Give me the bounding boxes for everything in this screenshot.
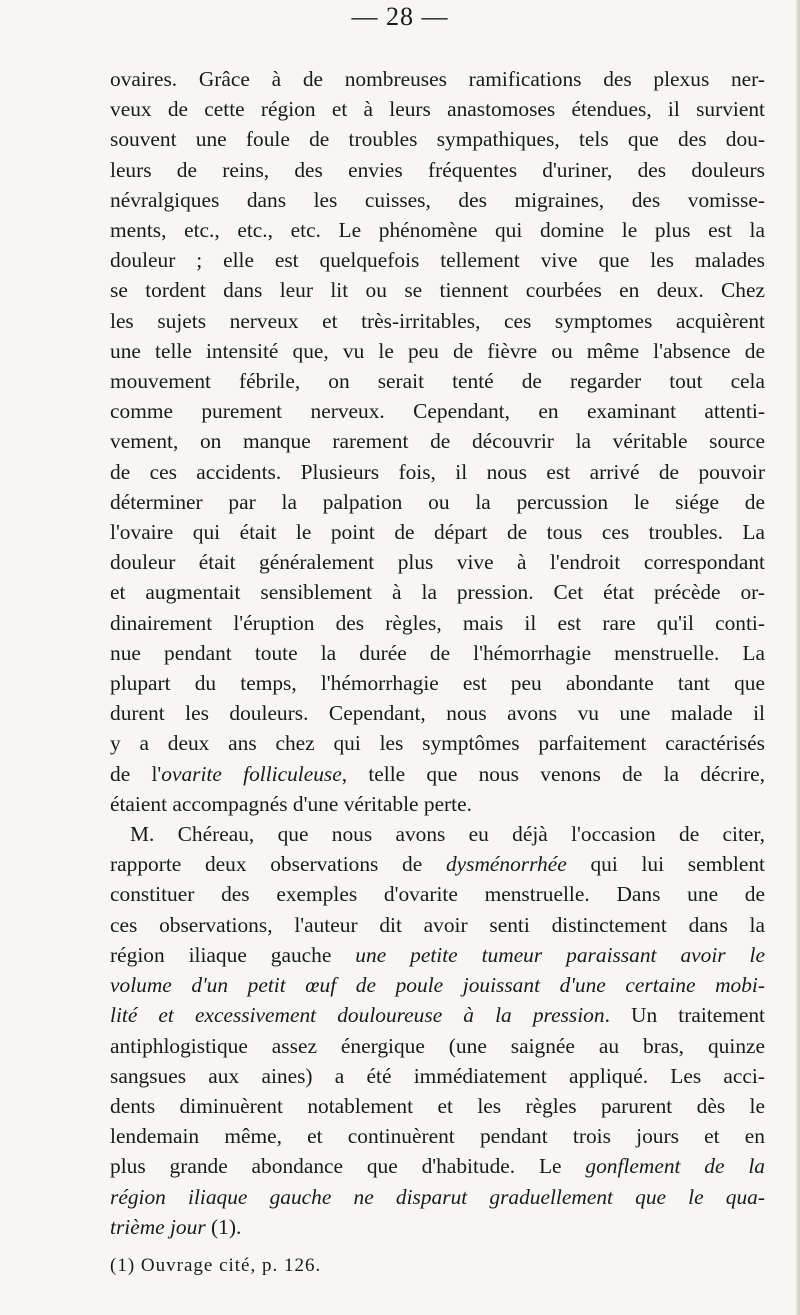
italic-quote: trième jour	[110, 1214, 206, 1239]
text-line: ovaires. Grâce à de nombreuses ramifications des plexus ner-	[110, 67, 765, 91]
text-line: ces observations, l'auteur dit avoir senti distinctement dans la	[110, 912, 765, 937]
text-fragment: de l'	[110, 761, 162, 786]
text-line: constituer des exemples d'ovarite menstruelle. Dans une de	[110, 882, 765, 907]
text-line	[110, 1182, 765, 1212]
text-line: l'ovaire qui était le point de départ de tous ces troubles. La	[110, 520, 765, 545]
footnote-ref: (1).	[205, 1214, 242, 1239]
footnote: (1) Ouvrage cité, p. 126.	[110, 1255, 322, 1276]
text-line: déterminer par la palpation ou la percussion le siége de	[110, 489, 765, 514]
text-line: mouvement fébrile, on serait tenté de regarder tout cela	[110, 369, 765, 394]
text-line: ments, etc., etc., etc. Le phénomène qui domine le plus est la	[110, 218, 765, 243]
text-line	[110, 940, 765, 970]
text-line: douleur était généralement plus vive à l'endroit correspondant	[110, 550, 765, 575]
text-line: leurs de reins, des envies fréquentes d'uriner, des douleurs	[110, 157, 765, 182]
text-line	[110, 759, 765, 789]
text-line	[110, 849, 765, 879]
text-line: névralgiques dans les cuisses, des migraines, des vomisse-	[110, 187, 765, 212]
text-line: dinairement l'éruption des règles, mais il est rare qu'il conti-	[110, 610, 765, 635]
text-line: douleur ; elle est quelquefois tellement vive que les malades	[110, 248, 765, 273]
text-line: dents diminuèrent notablement et les règles parurent dès le	[110, 1093, 765, 1118]
text-line	[110, 970, 765, 1000]
text-line: antiphlogistique assez énergique (une saignée au bras, quinze	[110, 1033, 765, 1058]
text-line: plupart du temps, l'hémorrhagie est peu abondante tant que	[110, 671, 765, 696]
text-fragment: plus grande abondance que d'habitude. Le	[110, 1154, 586, 1179]
text-line: veux de cette région et à leurs anastomoses étendues, il survient	[110, 97, 765, 122]
italic-quote: lité et excessivement douloureuse à la pression	[110, 1003, 605, 1028]
text-line: souvent une foule de troubles sympathiques, tels que des dou-	[110, 127, 765, 152]
text-line	[110, 1212, 765, 1242]
text-line: une telle intensité que, vu le peu de fièvre ou même l'absence de	[110, 338, 765, 363]
text-line: les sujets nerveux et très-irritables, ces symptomes acquièrent	[110, 308, 765, 333]
text-fragment: , telle que nous venons de la décrire,	[341, 761, 765, 786]
text-line: sangsues aux aines) a été immédiatement appliqué. Les acci-	[110, 1063, 765, 1088]
italic-quote: gonflement de la	[585, 1154, 765, 1179]
italic-quote: une petite tumeur paraissant avoir le	[355, 942, 765, 967]
page-edge	[796, 0, 800, 1315]
text-fragment: qui lui semblent	[566, 852, 765, 877]
text-line: de ces accidents. Plusieurs fois, il nous est arrivé de pouvoir	[110, 459, 765, 484]
italic-term: ovarite folliculeuse	[161, 761, 342, 786]
text-fragment: région iliaque gauche	[110, 942, 356, 967]
text-line: nue pendant toute la durée de l'hémorrhagie menstruelle. La	[110, 640, 765, 665]
text-line: durent les douleurs. Cependant, nous avons vu une malade il	[110, 701, 765, 726]
text-line	[110, 1000, 765, 1030]
italic-quote: région iliaque gauche ne disparut graduellement que le qua-	[110, 1184, 765, 1209]
text-fragment: rapporte deux observations de	[110, 852, 446, 877]
italic-quote: volume d'un petit œuf de poule jouissant d'une certaine mobi-	[110, 973, 765, 998]
text-line: M. Chéreau, que nous avons eu déjà l'occasion de citer,	[130, 822, 765, 847]
text-line: comme purement nerveux. Cependant, en examinant attenti-	[110, 399, 765, 424]
text-line: y a deux ans chez qui les symptômes parfaitement caractérisés	[110, 731, 765, 756]
italic-term: dysménorrhée	[445, 852, 567, 877]
page-number: — 28 —	[351, 2, 449, 31]
text-line: se tordent dans leur lit ou se tiennent courbées en deux. Chez	[110, 278, 765, 303]
text-line: et augmentait sensiblement à la pression. Cet état précède or-	[110, 580, 765, 605]
text-line: lendemain même, et continuèrent pendant trois jours et en	[110, 1124, 765, 1149]
text-line	[110, 1151, 765, 1181]
text-line: étaient accompagnés d'une véritable perte.	[110, 791, 472, 816]
body-text	[110, 64, 765, 1242]
text-line: vement, on manque rarement de découvrir la véritable source	[110, 429, 765, 454]
text-fragment: . Un traitement	[604, 1003, 765, 1028]
